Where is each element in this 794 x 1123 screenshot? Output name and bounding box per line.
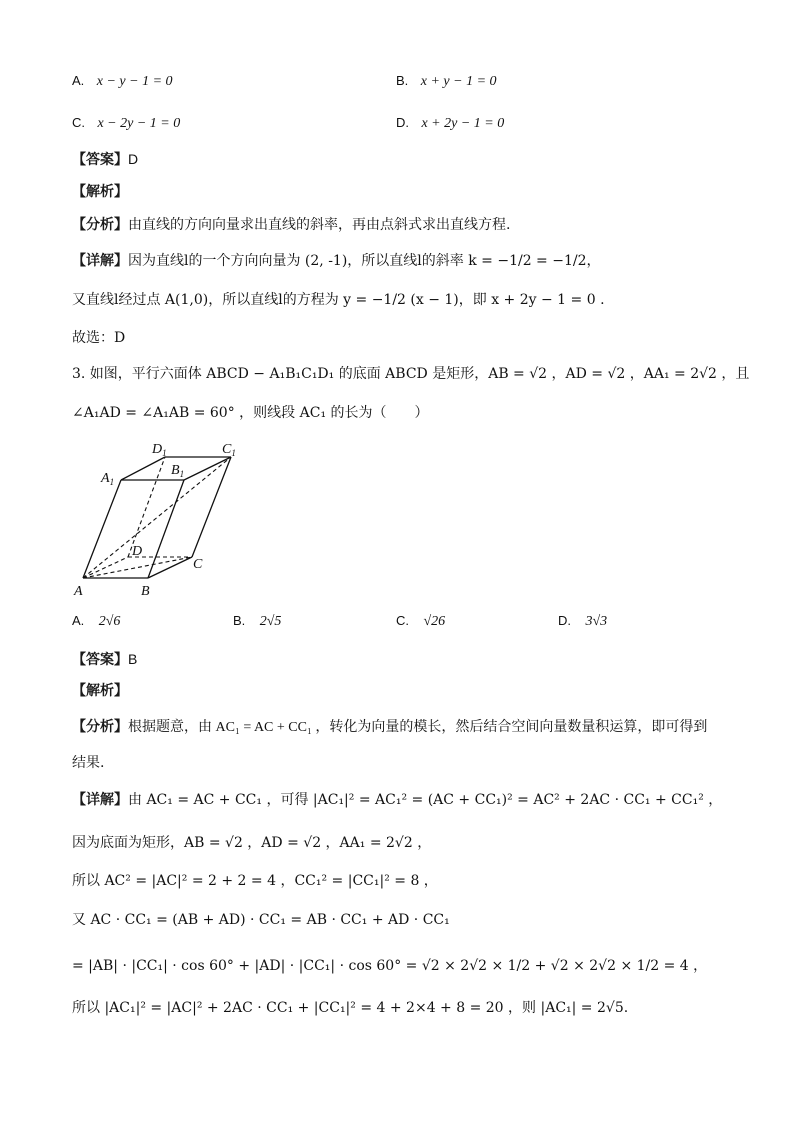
q2-answer bbox=[72, 151, 138, 169]
option-label: B. bbox=[233, 613, 246, 628]
label-B: B bbox=[141, 584, 150, 599]
option-expr: 2√5 bbox=[259, 614, 282, 629]
q2-fenxi bbox=[72, 217, 510, 234]
stem-text: ∠A₁AD = ∠A₁AB = 60° ，则线段 AC₁ 的长为（ ） bbox=[72, 405, 429, 421]
option-label: C. bbox=[72, 115, 85, 130]
step-text: = |AB| · |CC₁| · cos 60° + |AD| · |CC₁| · cos 60° = √2 × 2√2 × 1/2 + √2 × 2√2 × 1/2 = 4 ， bbox=[72, 958, 708, 974]
option-label: B. bbox=[396, 73, 409, 88]
q3-option-a bbox=[72, 613, 120, 630]
answer-value: D bbox=[128, 151, 139, 167]
label-A1: $A_1$ bbox=[101, 471, 115, 487]
q2-xiangjie-2 bbox=[72, 292, 605, 309]
stem-text: 3. 如图，平行六面体 ABCD − A₁B₁C₁D₁ 的底面 ABCD 是矩形，AB = √2 ，AD = √2 ，AA₁ = 2√2 ，且 bbox=[72, 366, 750, 382]
fenxi-text: 根据题意，由 AC₁ = AC + CC₁ ，转化为向量的模长，然后结合空间向量数量积运算，即可得到 bbox=[128, 720, 708, 735]
option-expr: 2√6 bbox=[98, 614, 121, 629]
analysis-tag: 【解析】 bbox=[72, 184, 128, 200]
label-A: A bbox=[74, 584, 83, 599]
diag-A-C bbox=[83, 557, 192, 578]
edge-C-C1 bbox=[192, 457, 231, 557]
q3-stem-1 bbox=[72, 366, 749, 383]
q2-conclusion bbox=[72, 330, 125, 347]
option-label: D. bbox=[396, 115, 409, 130]
option-expr: √26 bbox=[423, 614, 446, 629]
fenxi-text: 由直线的方向向量求出直线的斜率，再由点斜式求出直线方程. bbox=[128, 217, 511, 233]
option-expr: x − 2y − 1 = 0 bbox=[97, 116, 181, 131]
q3-step-5 bbox=[72, 958, 707, 975]
label-D: D bbox=[132, 544, 143, 559]
label-D1: $D_1$ bbox=[152, 442, 167, 458]
q3-option-d bbox=[558, 613, 607, 630]
edge-D-D1 bbox=[128, 457, 165, 557]
q3-step-2 bbox=[72, 835, 431, 852]
option-label: D. bbox=[558, 613, 571, 628]
option-label: C. bbox=[396, 613, 409, 628]
q2-option-d bbox=[396, 115, 504, 132]
answer-value: B bbox=[128, 651, 138, 667]
option-expr: 3√3 bbox=[585, 614, 608, 629]
fenxi-text: 结果. bbox=[72, 755, 105, 771]
label-B1: $B_1$ bbox=[171, 463, 185, 479]
q2-option-a bbox=[72, 73, 173, 91]
option-label: A. bbox=[72, 73, 85, 88]
conclusion-text: 故选：D bbox=[72, 330, 126, 346]
option-expr: x + 2y − 1 = 0 bbox=[421, 116, 505, 131]
label-C1: $C_1$ bbox=[222, 442, 236, 458]
q2-option-c bbox=[72, 115, 180, 133]
answer-tag: 【答案】 bbox=[72, 652, 128, 668]
q3-xiangjie-1 bbox=[72, 792, 722, 809]
q3-stem-2 bbox=[72, 405, 429, 422]
step-text: 所以 |AC₁|² = |AC|² + 2AC · CC₁ + |CC₁|² = 4 + 2×4 + 8 = 20 ，则 |AC₁| = 2√5. bbox=[72, 1000, 629, 1016]
q3-analysis-tag bbox=[72, 683, 128, 700]
q3-option-c bbox=[396, 613, 445, 630]
option-expr: x + y − 1 = 0 bbox=[420, 74, 497, 89]
fenxi-tag: 【分析】 bbox=[72, 719, 128, 735]
edge-A1-D1 bbox=[121, 457, 165, 480]
q3-step-4 bbox=[72, 912, 450, 929]
analysis-tag: 【解析】 bbox=[72, 683, 128, 699]
q3-answer bbox=[72, 651, 137, 669]
step-text: 由 AC₁ = AC + CC₁ ，可得 |AC₁|² = AC₁² = (AC + CC₁)² = AC² + 2AC · CC₁ + CC₁² ， bbox=[128, 792, 723, 808]
q3-option-b bbox=[233, 613, 281, 630]
xiangjie-tag: 【详解】 bbox=[72, 792, 128, 808]
q2-analysis-tag bbox=[72, 184, 128, 201]
q3-step-6 bbox=[72, 1000, 628, 1017]
answer-tag: 【答案】 bbox=[72, 152, 128, 168]
option-label: A. bbox=[72, 613, 85, 628]
label-C: C bbox=[193, 557, 203, 572]
q3-step-3 bbox=[72, 873, 438, 890]
q3-fenxi-2 bbox=[72, 755, 104, 772]
q3-fenxi-1 bbox=[72, 719, 707, 737]
xiangjie-line1: 因为直线l的一个方向向量为 (2, -1)，所以直线l的斜率 k = −1/2 = −1/2， bbox=[128, 253, 601, 269]
step-text: 因为底面为矩形，AB = √2 ，AD = √2 ，AA₁ = 2√2 ， bbox=[72, 835, 432, 851]
parallelepiped-figure bbox=[70, 430, 250, 600]
xiangjie-line2: 又直线l经过点 A(1,0)，所以直线l的方程为 y = −1/2 (x − 1)，即 x + 2y − 1 = 0 . bbox=[72, 292, 605, 308]
step-text: 又 AC · CC₁ = (AB + AD) · CC₁ = AB · CC₁ + AD · CC₁ bbox=[72, 912, 450, 928]
step-text: 所以 AC² = |AC|² = 2 + 2 = 4 ，CC₁² = |CC₁|² = 8 ， bbox=[72, 873, 438, 889]
fenxi-tag: 【分析】 bbox=[72, 217, 128, 233]
q2-xiangjie-1 bbox=[72, 253, 601, 270]
xiangjie-tag: 【详解】 bbox=[72, 253, 128, 269]
option-expr: x − y − 1 = 0 bbox=[96, 74, 173, 89]
q2-option-b bbox=[396, 73, 497, 90]
